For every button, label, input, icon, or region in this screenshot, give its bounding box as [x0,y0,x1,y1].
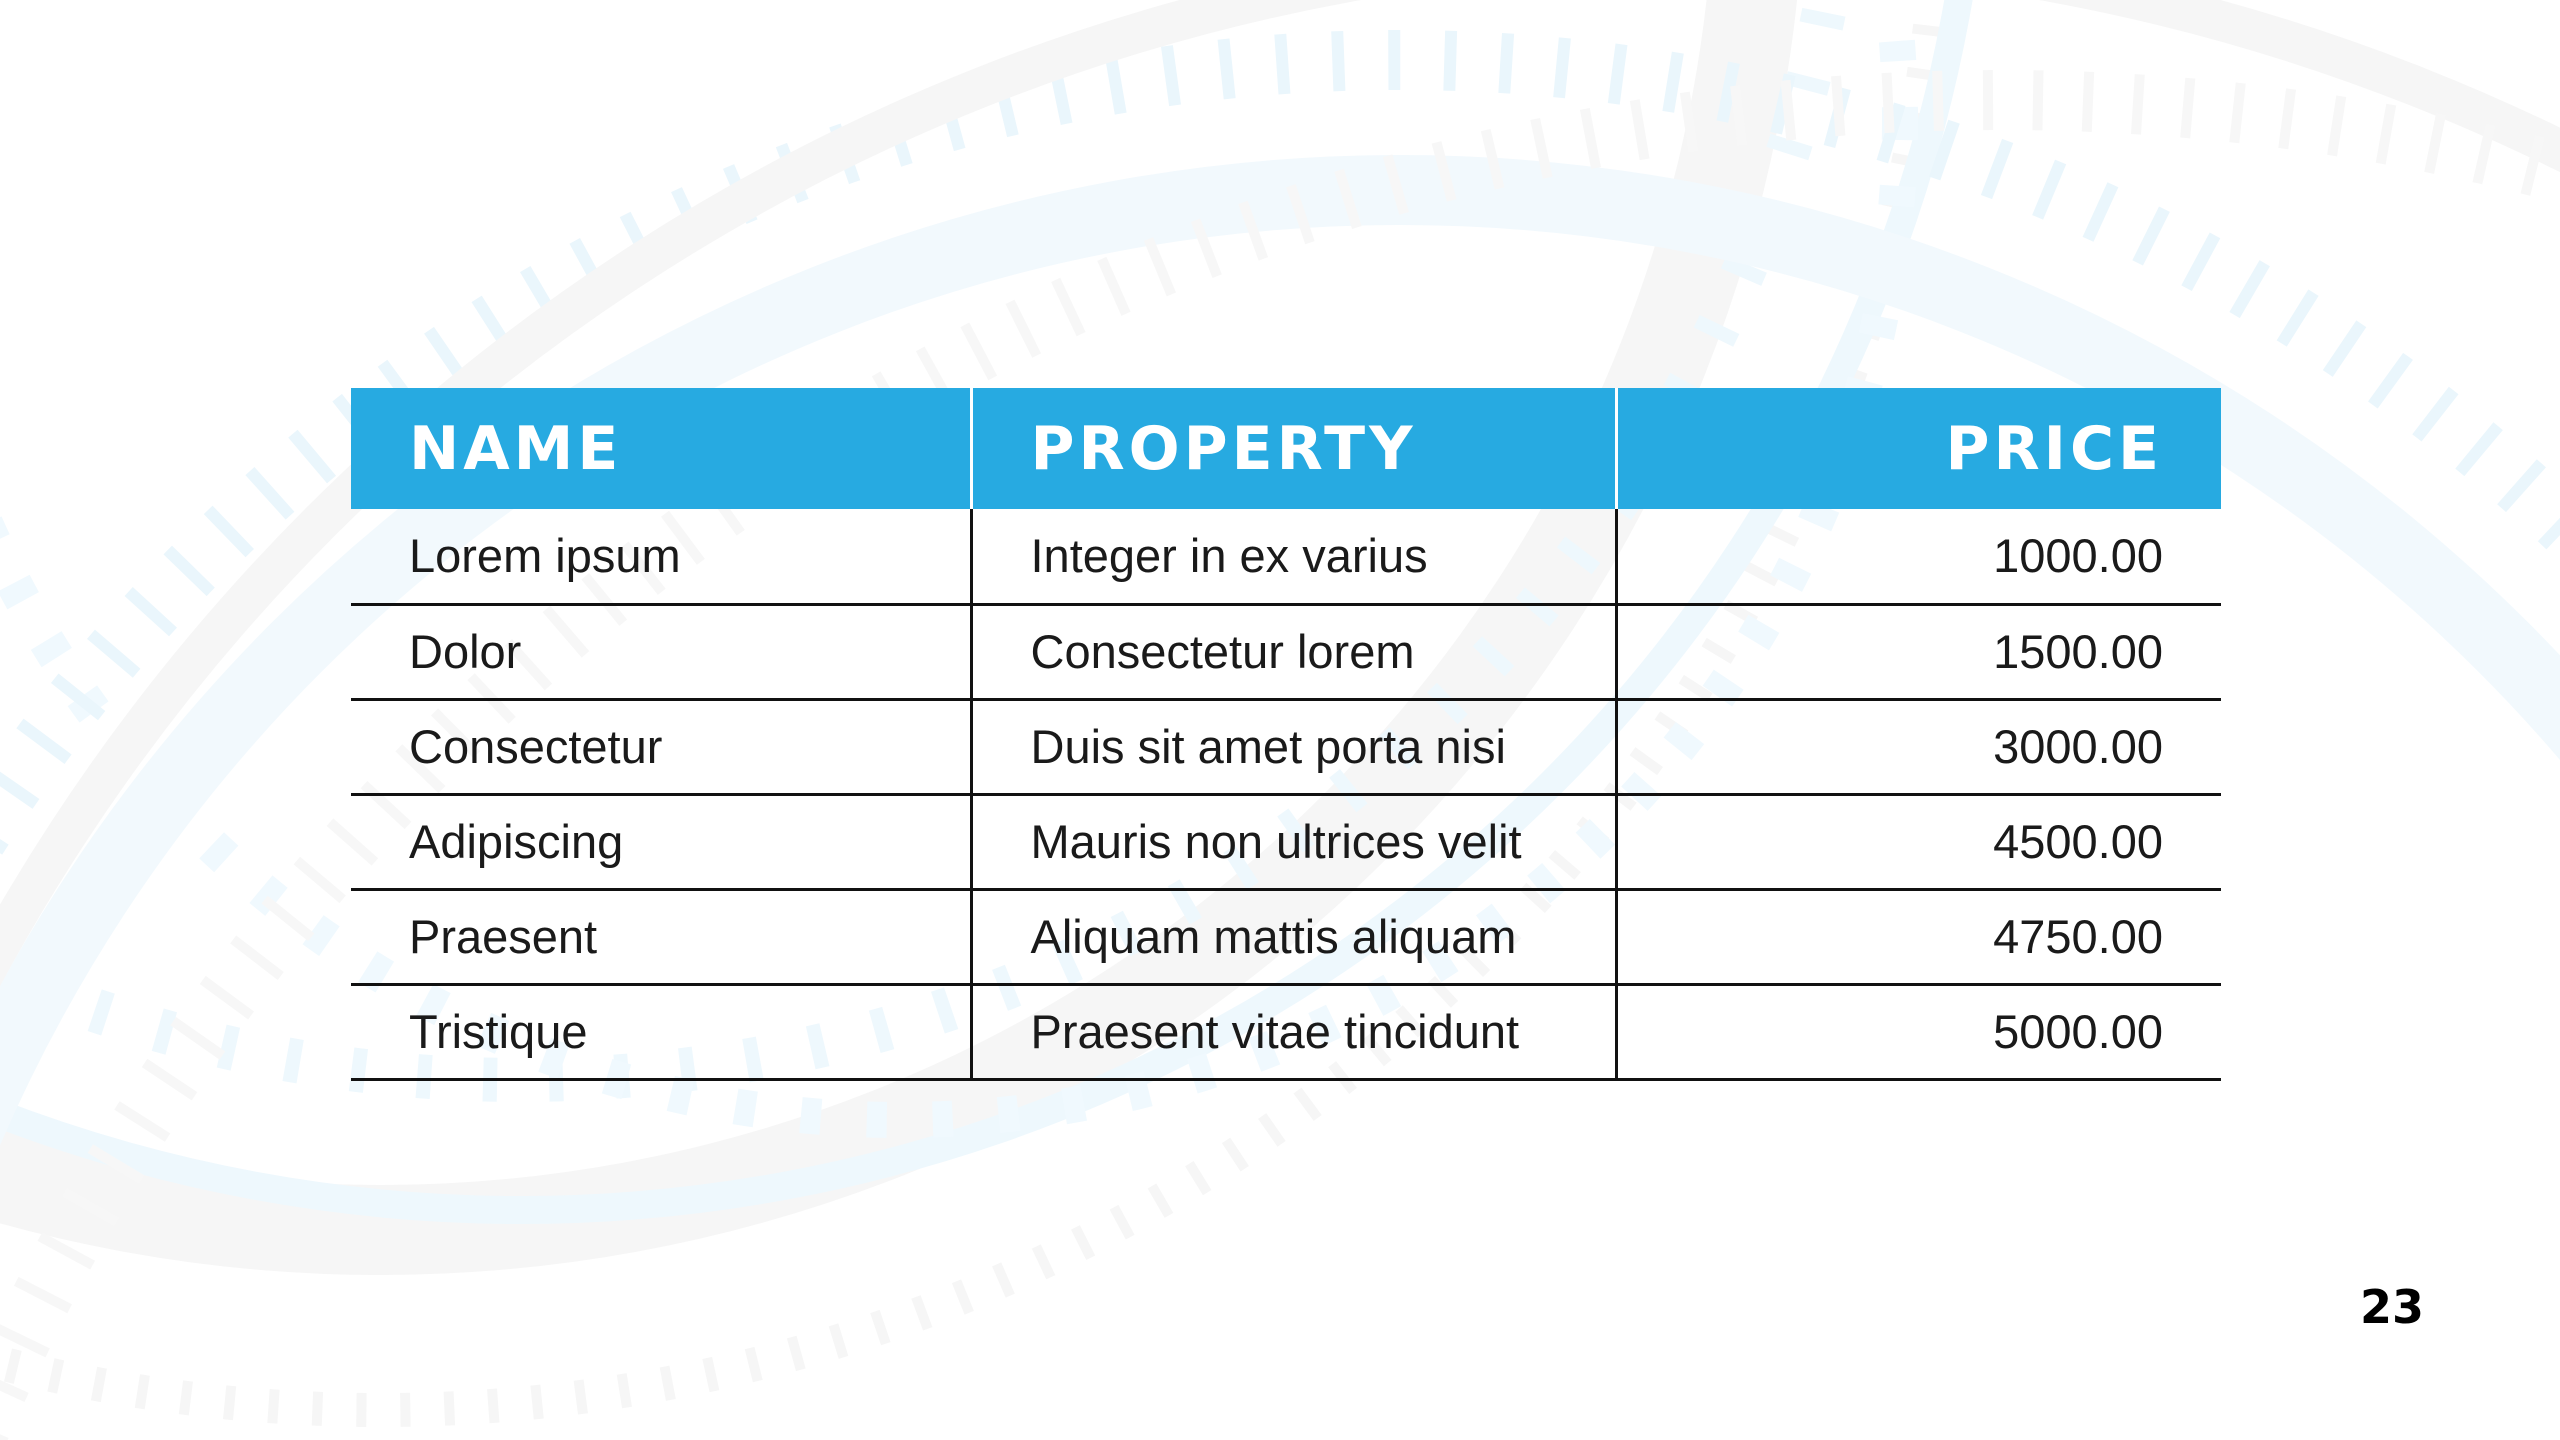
cell-name: Lorem ipsum [351,509,971,604]
cell-property: Praesent vitae tincidunt [971,984,1616,1079]
cell-price: 1500.00 [1616,604,2221,699]
table-header-row [351,388,2221,509]
cell-name: Adipiscing [351,794,971,889]
cell-name: Praesent [351,889,971,984]
cell-name: Dolor [351,604,971,699]
cell-price: 3000.00 [1616,699,2221,794]
column-header-name: NAME [351,388,971,509]
cell-price: 4500.00 [1616,794,2221,889]
column-header-price: PRICE [1616,388,2221,509]
cell-property: Integer in ex varius [971,509,1616,604]
column-header-property: PROPERTY [971,388,1616,509]
cell-price: 1000.00 [1616,509,2221,604]
table-row [351,794,2221,889]
cell-price: 5000.00 [1616,984,2221,1079]
table-row [351,604,2221,699]
cell-property: Mauris non ultrices velit [971,794,1616,889]
page-number: 23 [2359,1280,2424,1334]
table-row [351,984,2221,1079]
table-row [351,509,2221,604]
cell-property: Consectetur lorem [971,604,1616,699]
cell-price: 4750.00 [1616,889,2221,984]
table-row [351,889,2221,984]
cell-name: Consectetur [351,699,971,794]
price-table [351,388,2221,1081]
cell-property: Duis sit amet porta nisi [971,699,1616,794]
cell-name: Tristique [351,984,971,1079]
table-row [351,699,2221,794]
cell-property: Aliquam mattis aliquam [971,889,1616,984]
